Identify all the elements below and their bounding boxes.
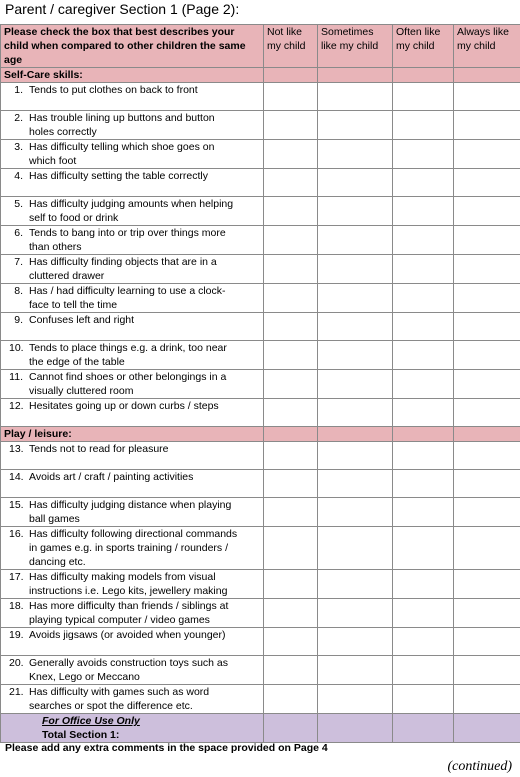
section-title: Self-Care skills: bbox=[1, 68, 264, 83]
checkbox-cell-not-like[interactable] bbox=[264, 83, 318, 111]
question-cell bbox=[1, 628, 264, 656]
checkbox-cell-not-like[interactable] bbox=[264, 599, 318, 628]
checkbox-cell-often[interactable] bbox=[393, 140, 454, 169]
question-cell bbox=[1, 226, 264, 255]
question-cell bbox=[1, 570, 264, 599]
checkbox-cell-always[interactable] bbox=[454, 442, 520, 470]
checkbox-cell-not-like[interactable] bbox=[264, 341, 318, 370]
question-text: Avoids art / craft / painting activities bbox=[29, 471, 194, 483]
checklist-table bbox=[0, 24, 520, 743]
question-number: 8. bbox=[14, 285, 23, 297]
question-row bbox=[1, 498, 520, 527]
checkbox-cell-sometimes[interactable] bbox=[318, 628, 393, 656]
checkbox-cell-not-like[interactable] bbox=[264, 685, 318, 714]
office-use-label: For Office Use Only bbox=[42, 715, 140, 727]
question-row bbox=[1, 169, 520, 197]
total-score-cell[interactable] bbox=[318, 714, 393, 743]
checkbox-cell-often[interactable] bbox=[393, 370, 454, 399]
checkbox-cell-always[interactable] bbox=[454, 226, 520, 255]
question-text: Has more difficulty than friends / siblings at playing typical computer / video games bbox=[29, 600, 229, 626]
checkbox-cell-always[interactable] bbox=[454, 111, 520, 140]
question-number: 21. bbox=[9, 686, 24, 698]
total-score-cell[interactable] bbox=[454, 714, 520, 743]
question-number: 6. bbox=[14, 227, 23, 239]
question-text: Has difficulty judging amounts when helping self to food or drink bbox=[29, 198, 234, 224]
question-cell bbox=[1, 169, 264, 197]
checkbox-cell-always[interactable] bbox=[454, 197, 520, 226]
question-row bbox=[1, 656, 520, 685]
question-cell bbox=[1, 111, 264, 140]
office-use-cell bbox=[1, 714, 264, 743]
checkbox-cell-often[interactable] bbox=[393, 226, 454, 255]
question-text: Has difficulty finding objects that are in a cluttered drawer bbox=[29, 256, 217, 282]
question-cell bbox=[1, 284, 264, 313]
question-text: Has difficulty judging distance when playing ball games bbox=[29, 499, 232, 525]
question-row bbox=[1, 140, 520, 169]
section-header-cell bbox=[264, 68, 318, 83]
section-header-cell bbox=[393, 68, 454, 83]
checkbox-cell-often[interactable] bbox=[393, 527, 454, 570]
question-row bbox=[1, 83, 520, 111]
checkbox-cell-often[interactable] bbox=[393, 197, 454, 226]
checkbox-cell-sometimes[interactable] bbox=[318, 140, 393, 169]
question-text: Has / had difficulty learning to use a clock-face to tell the time bbox=[29, 285, 226, 311]
checkbox-cell-always[interactable] bbox=[454, 399, 520, 427]
section-header-cell bbox=[318, 68, 393, 83]
question-text: Tends to bang into or trip over things more than others bbox=[29, 227, 226, 253]
checkbox-cell-often[interactable] bbox=[393, 255, 454, 284]
office-use-row bbox=[1, 714, 520, 743]
table-header-row bbox=[1, 25, 520, 68]
checkbox-cell-often[interactable] bbox=[393, 284, 454, 313]
question-text: Has difficulty following directional commands in games e.g. in sports training / rounders / dancing etc. bbox=[29, 528, 238, 568]
checkbox-cell-often[interactable] bbox=[393, 442, 454, 470]
question-text: Generally avoids construction toys such as Knex, Lego or Meccano bbox=[29, 657, 229, 683]
checkbox-cell-sometimes[interactable] bbox=[318, 341, 393, 370]
question-cell bbox=[1, 442, 264, 470]
section-title: Play / leisure: bbox=[1, 427, 264, 442]
question-cell bbox=[1, 470, 264, 498]
question-number: 1. bbox=[14, 84, 23, 96]
checkbox-cell-often[interactable] bbox=[393, 570, 454, 599]
checkbox-cell-sometimes[interactable] bbox=[318, 313, 393, 341]
section-header-row bbox=[1, 427, 520, 442]
checkbox-cell-often[interactable] bbox=[393, 470, 454, 498]
checkbox-cell-not-like[interactable] bbox=[264, 442, 318, 470]
checkbox-cell-always[interactable] bbox=[454, 628, 520, 656]
checkbox-cell-always[interactable] bbox=[454, 656, 520, 685]
question-number: 20. bbox=[9, 657, 24, 669]
checkbox-cell-always[interactable] bbox=[454, 498, 520, 527]
question-text: Has difficulty making models from visual instructions i.e. Lego kits, jewellery making bbox=[29, 571, 228, 597]
checkbox-cell-not-like[interactable] bbox=[264, 628, 318, 656]
checkbox-cell-not-like[interactable] bbox=[264, 313, 318, 341]
question-text: Confuses left and right bbox=[29, 314, 135, 326]
question-number: 13. bbox=[9, 443, 24, 455]
question-number: 14. bbox=[9, 471, 24, 483]
checkbox-cell-sometimes[interactable] bbox=[318, 226, 393, 255]
question-row bbox=[1, 628, 520, 656]
footer-note: Please add any extra comments in the space provided on Page 4 bbox=[5, 742, 328, 754]
question-number: 4. bbox=[14, 170, 23, 182]
question-cell bbox=[1, 656, 264, 685]
question-cell bbox=[1, 341, 264, 370]
section-header-cell bbox=[454, 68, 520, 83]
question-text: Avoids jigsaws (or avoided when younger) bbox=[29, 629, 226, 641]
checkbox-cell-often[interactable] bbox=[393, 599, 454, 628]
checkbox-cell-always[interactable] bbox=[454, 83, 520, 111]
section-header-row bbox=[1, 68, 520, 83]
question-row bbox=[1, 226, 520, 255]
checkbox-cell-always[interactable] bbox=[454, 341, 520, 370]
checkbox-cell-sometimes[interactable] bbox=[318, 498, 393, 527]
question-row bbox=[1, 470, 520, 498]
checkbox-cell-not-like[interactable] bbox=[264, 570, 318, 599]
question-text: Cannot find shoes or other belongings in a visually cluttered room bbox=[29, 371, 227, 397]
checkbox-cell-sometimes[interactable] bbox=[318, 284, 393, 313]
checkbox-cell-often[interactable] bbox=[393, 685, 454, 714]
question-number: 15. bbox=[9, 499, 24, 511]
checkbox-cell-not-like[interactable] bbox=[264, 140, 318, 169]
checkbox-cell-often[interactable] bbox=[393, 111, 454, 140]
checkbox-cell-sometimes[interactable] bbox=[318, 399, 393, 427]
question-row bbox=[1, 570, 520, 599]
question-cell bbox=[1, 370, 264, 399]
question-number: 2. bbox=[14, 112, 23, 124]
checkbox-cell-always[interactable] bbox=[454, 169, 520, 197]
checkbox-cell-sometimes[interactable] bbox=[318, 111, 393, 140]
checkbox-cell-not-like[interactable] bbox=[264, 527, 318, 570]
section-header-cell bbox=[264, 427, 318, 442]
checkbox-cell-always[interactable] bbox=[454, 570, 520, 599]
checkbox-cell-often[interactable] bbox=[393, 83, 454, 111]
question-row bbox=[1, 399, 520, 427]
question-cell bbox=[1, 685, 264, 714]
question-row bbox=[1, 197, 520, 226]
question-number: 12. bbox=[9, 400, 24, 412]
checkbox-cell-not-like[interactable] bbox=[264, 498, 318, 527]
question-row bbox=[1, 685, 520, 714]
checkbox-cell-often[interactable] bbox=[393, 313, 454, 341]
question-text: Has difficulty with games such as word searches or spot the difference etc. bbox=[29, 686, 210, 712]
checkbox-cell-sometimes[interactable] bbox=[318, 370, 393, 399]
checkbox-cell-not-like[interactable] bbox=[264, 656, 318, 685]
question-number: 17. bbox=[9, 571, 24, 583]
checkbox-cell-sometimes[interactable] bbox=[318, 656, 393, 685]
option-header-often: Often like my child bbox=[393, 25, 454, 68]
checkbox-cell-often[interactable] bbox=[393, 399, 454, 427]
checkbox-cell-sometimes[interactable] bbox=[318, 442, 393, 470]
continued-label: (continued) bbox=[447, 759, 512, 774]
question-number: 19. bbox=[9, 629, 24, 641]
checkbox-cell-sometimes[interactable] bbox=[318, 599, 393, 628]
question-row bbox=[1, 599, 520, 628]
question-row bbox=[1, 442, 520, 470]
question-number: 5. bbox=[14, 198, 23, 210]
question-cell bbox=[1, 599, 264, 628]
section-header-cell bbox=[318, 427, 393, 442]
total-section-label: Total Section 1: bbox=[42, 729, 120, 741]
checkbox-cell-sometimes[interactable] bbox=[318, 255, 393, 284]
instruction-header: Please check the box that best describes your child when compared to other children the same age bbox=[1, 25, 264, 68]
checkbox-cell-always[interactable] bbox=[454, 527, 520, 570]
checkbox-cell-sometimes[interactable] bbox=[318, 169, 393, 197]
section-header-cell bbox=[454, 427, 520, 442]
checkbox-cell-sometimes[interactable] bbox=[318, 527, 393, 570]
question-row bbox=[1, 284, 520, 313]
checkbox-cell-always[interactable] bbox=[454, 370, 520, 399]
question-number: 11. bbox=[9, 371, 23, 383]
page-title: Parent / caregiver Section 1 (Page 2): bbox=[5, 1, 240, 17]
question-row bbox=[1, 527, 520, 570]
checkbox-cell-always[interactable] bbox=[454, 470, 520, 498]
question-cell bbox=[1, 197, 264, 226]
question-cell bbox=[1, 83, 264, 111]
section-header-cell bbox=[393, 427, 454, 442]
checkbox-cell-always[interactable] bbox=[454, 685, 520, 714]
question-text: Tends to place things e.g. a drink, too near the edge of the table bbox=[29, 342, 227, 368]
checkbox-cell-sometimes[interactable] bbox=[318, 685, 393, 714]
checkbox-cell-not-like[interactable] bbox=[264, 370, 318, 399]
checkbox-cell-always[interactable] bbox=[454, 284, 520, 313]
question-number: 18. bbox=[9, 600, 24, 612]
question-cell bbox=[1, 399, 264, 427]
question-number: 9. bbox=[14, 314, 23, 326]
checkbox-cell-not-like[interactable] bbox=[264, 226, 318, 255]
checkbox-cell-often[interactable] bbox=[393, 498, 454, 527]
checkbox-cell-always[interactable] bbox=[454, 313, 520, 341]
checkbox-cell-not-like[interactable] bbox=[264, 111, 318, 140]
checkbox-cell-not-like[interactable] bbox=[264, 399, 318, 427]
question-text: Has difficulty setting the table correctly bbox=[29, 170, 208, 182]
option-header-sometimes: Sometimes like my child bbox=[318, 25, 393, 68]
checkbox-cell-often[interactable] bbox=[393, 656, 454, 685]
option-header-not-like: Not like my child bbox=[264, 25, 318, 68]
checkbox-cell-always[interactable] bbox=[454, 255, 520, 284]
question-text: Tends to put clothes on back to front bbox=[29, 84, 198, 96]
question-row bbox=[1, 370, 520, 399]
question-text: Tends not to read for pleasure bbox=[29, 443, 169, 455]
option-header-always: Always like my child bbox=[454, 25, 520, 68]
question-row bbox=[1, 313, 520, 341]
question-cell bbox=[1, 313, 264, 341]
checkbox-cell-sometimes[interactable] bbox=[318, 570, 393, 599]
checkbox-cell-not-like[interactable] bbox=[264, 197, 318, 226]
total-score-cell[interactable] bbox=[393, 714, 454, 743]
checkbox-cell-often[interactable] bbox=[393, 628, 454, 656]
question-cell bbox=[1, 140, 264, 169]
question-row bbox=[1, 341, 520, 370]
checkbox-cell-sometimes[interactable] bbox=[318, 197, 393, 226]
question-number: 7. bbox=[14, 256, 23, 268]
question-cell bbox=[1, 527, 264, 570]
checkbox-cell-not-like[interactable] bbox=[264, 169, 318, 197]
checkbox-cell-not-like[interactable] bbox=[264, 255, 318, 284]
question-cell bbox=[1, 255, 264, 284]
total-score-cell[interactable] bbox=[264, 714, 318, 743]
checkbox-cell-always[interactable] bbox=[454, 140, 520, 169]
question-row bbox=[1, 255, 520, 284]
checkbox-cell-always[interactable] bbox=[454, 599, 520, 628]
question-row bbox=[1, 111, 520, 140]
checkbox-cell-often[interactable] bbox=[393, 169, 454, 197]
checkbox-cell-often[interactable] bbox=[393, 341, 454, 370]
checkbox-cell-sometimes[interactable] bbox=[318, 83, 393, 111]
question-cell bbox=[1, 498, 264, 527]
question-number: 10. bbox=[9, 342, 24, 354]
checkbox-cell-not-like[interactable] bbox=[264, 470, 318, 498]
question-text: Has difficulty telling which shoe goes on which foot bbox=[29, 141, 215, 167]
question-text: Hesitates going up or down curbs / steps bbox=[29, 400, 219, 412]
checkbox-cell-sometimes[interactable] bbox=[318, 470, 393, 498]
checkbox-cell-not-like[interactable] bbox=[264, 284, 318, 313]
question-number: 16. bbox=[9, 528, 24, 540]
question-text: Has trouble lining up buttons and button holes correctly bbox=[29, 112, 215, 138]
question-number: 3. bbox=[14, 141, 23, 153]
